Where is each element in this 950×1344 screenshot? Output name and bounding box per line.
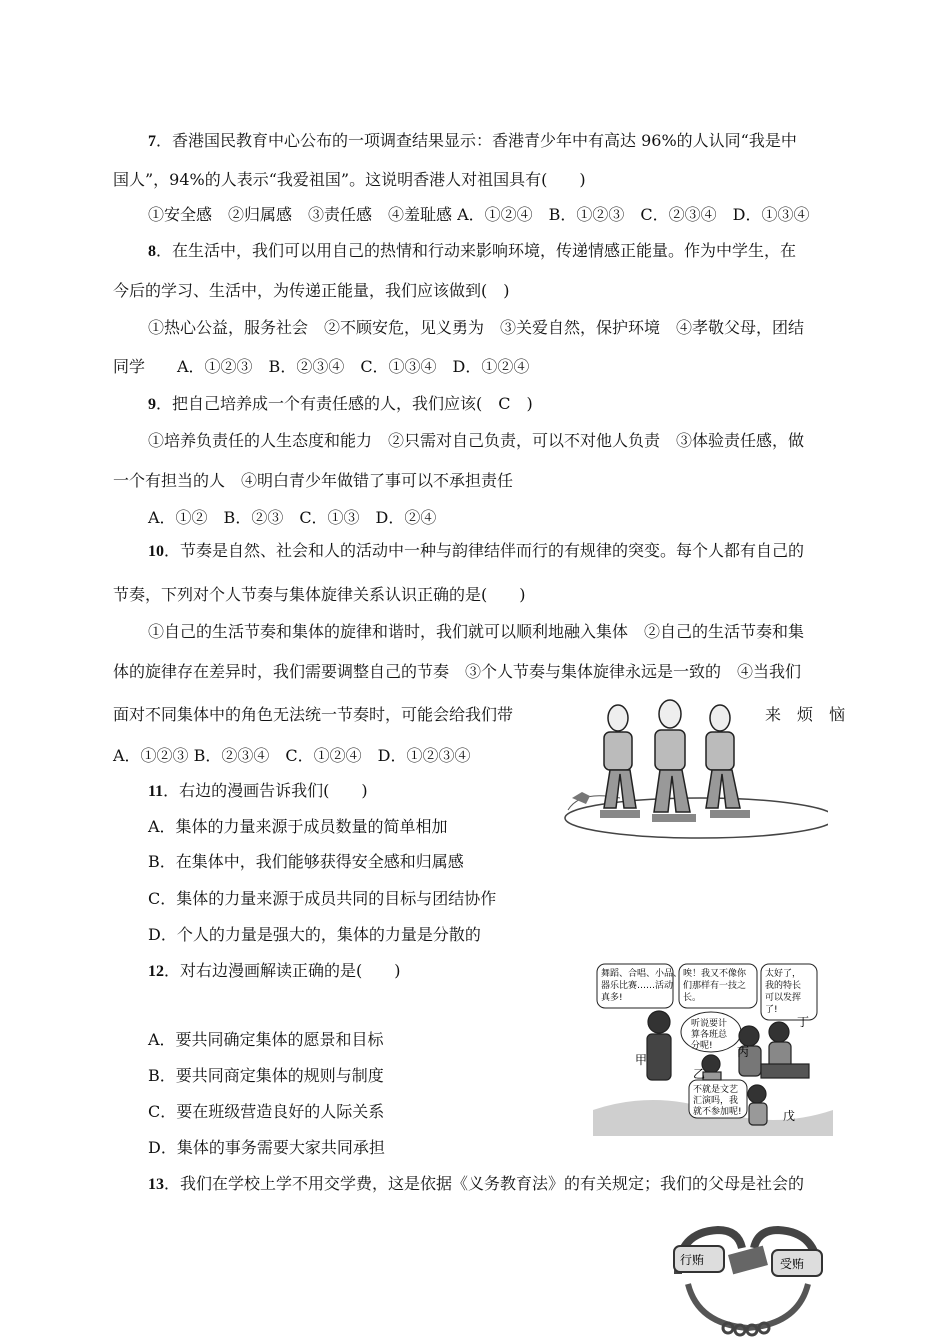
bubble4-line2: 算各班总 [691,1030,728,1040]
bubble5-line2: 汇演吗，我 [693,1096,739,1106]
bubble3-line2: 我的特长 [765,981,802,991]
q10-text-1: ．节奏是自然、社会和人的活动中一种与韵律结伴而行的有规律的突变。每个人都有自己的 [164,541,805,560]
bubble2-line3: 长。 [683,993,702,1003]
q7-text-1: ．香港国民教育中心公布的一项调查结果显示：香港青少年中有高达 96%的人认同“我是中 [156,131,797,150]
q11-stem: ．右边的漫画告诉我们( ) [163,781,368,800]
q12-option-c: C．要在班级营造良好的人际关系 [148,1102,385,1121]
q11-option-a: A．集体的力量来源于成员数量的简单相加 [148,817,448,836]
q9-text-1: ．把自己培养成一个有责任感的人，我们应该( C ) [156,394,533,413]
q9-line-1 [148,394,533,415]
bubble3-line1: 太好了， [765,969,802,979]
q13-number: 13 [148,1176,164,1193]
q8-line-1 [148,241,796,262]
q13-text-1: ．我们在学校上学不用交学费，这是依据《义务教育法》的有关规定；我们的父母是社会的 [164,1174,805,1193]
q9-line-3: 一个有担当的人 ④明白青少年做错了事可以不承担责任 [113,471,514,490]
q10-line-3: ①自己的生活节奏和集体的旋律和谐时，我们就可以顺利地融入集体 ②自己的生活节奏和集 [148,622,805,641]
q10-line-5b: 来 烦 恼 [765,705,846,724]
bubble1-line1: 舞蹈、合唱、小品、 [601,969,683,979]
q8-line-2: 今后的学习、生活中，为传递正能量，我们应该做到( ) [113,281,510,300]
q11-number: 11 [148,783,164,800]
q7-line-1 [148,131,797,152]
bubble2-line2: 们那样有一技之 [683,981,747,991]
q10-line-4: 体的旋律存在差异时，我们需要调整自己的节奏 ③个人节奏与集体旋律永远是一致的 ④当我们 [113,662,802,681]
q12-option-d: D．集体的事务需要大家共同承担 [148,1138,385,1157]
bubble3-line4: 了! [765,1005,778,1015]
q11-option-c: C．集体的力量来源于成员共同的目标与团结协作 [148,889,497,908]
label-shouhui: 受贿 [780,1257,805,1271]
q7-options: ①安全感 ②归属感 ③责任感 ④羞耻感 A．①②④ B．①②③ C．②③④ D．①③④ [148,205,810,224]
q11-stem-line [148,781,368,802]
bribery-handcuffs-image [668,1224,828,1342]
q13-line-1 [148,1174,804,1195]
q7-number: 7 [148,133,156,150]
bubble5-line3: 就不参加呢! [693,1107,742,1117]
bubble1-line2: 器乐比赛……活动 [601,981,674,991]
q12-number: 12 [148,963,164,980]
bubble4-line1: 听说要计 [691,1019,728,1029]
q7-line-2: 国人”，94%的人表示“我爱祖国”。这说明香港人对祖国具有( ) [113,170,586,189]
q10-options: A．①②③ B．②③④ C．①②④ D．①②③④ [113,746,471,765]
bubble4-line3: 分呢! [691,1041,713,1051]
q8-number: 8 [148,243,156,260]
label-ding: 丁 [797,1015,810,1029]
class-cartoon-image [593,960,833,1136]
q11-option-d: D．个人的力量是强大的，集体的力量是分散的 [148,925,481,944]
q12-option-b: B．要共同商定集体的规则与制度 [148,1066,384,1085]
label-jia: 甲 [635,1053,648,1067]
q10-line-1 [148,541,804,562]
bubble2-line1: 唉！我又不像你 [683,969,747,979]
label-xinghui: 行贿 [680,1253,705,1267]
label-wu: 戊 [783,1109,796,1123]
q8-text-1: ．在生活中，我们可以用自己的热情和行动来影响环境，传递情感正能量。作为中学生，在 [156,241,797,260]
q10-line-2: 节奏，下列对个人节奏与集体旋律关系认识正确的是( ) [113,585,526,604]
q10-line-5a: 面对不同集体中的角色无法统一节奏时，可能会给我们带 [113,705,514,724]
q12-stem: ．对右边漫画解读正确的是( ) [164,961,401,980]
q9-options: A．①② B．②③ C．①③ D．②④ [148,508,437,527]
q8-line-4: 同学 A．①②③ B．②③④ C．①③④ D．①②④ [113,357,530,376]
bubble1-line3: 真多! [601,993,623,1003]
bubble5-line1: 不就是文艺 [693,1085,739,1095]
label-bing: 丙 [737,1045,750,1059]
q10-number: 10 [148,543,164,560]
bubble3-line3: 可以发挥 [765,993,802,1003]
q8-line-3: ①热心公益，服务社会 ②不顾安危，见义勇为 ③关爱自然，保护环境 ④孝敬父母，团结 [148,318,805,337]
label-yi: 乙 [693,1067,706,1081]
q11-option-b: B．在集体中，我们能够获得安全感和归属感 [148,852,464,871]
marching-cartoon-image [560,690,828,840]
q9-line-2: ①培养负责任的人生态度和能力 ②只需对自己负责，可以不对他人负责 ③体验责任感，做 [148,431,805,450]
q12-stem-line [148,961,401,982]
q12-option-a: A．要共同确定集体的愿景和目标 [148,1030,384,1049]
q9-number: 9 [148,396,156,413]
